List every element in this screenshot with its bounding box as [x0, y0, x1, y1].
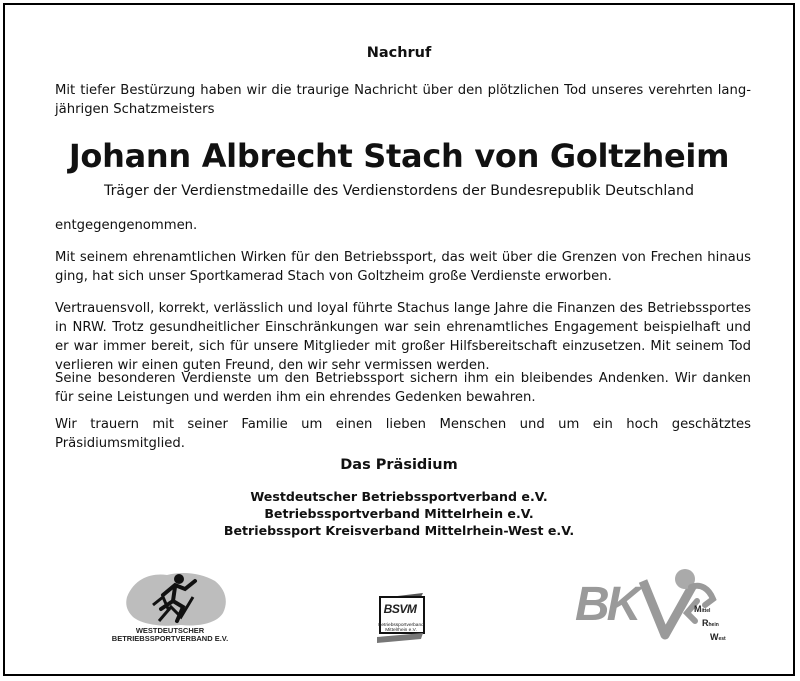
bkv-letter-r: R	[702, 618, 709, 628]
received-line: entgegengenommen.	[55, 218, 198, 233]
deceased-name: Johann Albrecht Stach von Goltzheim	[68, 137, 730, 175]
bkv-word-est: est	[718, 636, 726, 642]
honor-line: Träger der Verdienstmedaille des Verdienstordens der Bundesrepublik Deutschland	[104, 183, 694, 199]
signoff: Das Präsidium	[340, 457, 458, 473]
bsvm-emblem-icon	[377, 593, 427, 645]
bkv-letter-w: W	[710, 632, 719, 642]
paragraph-merits: Mit seinem ehrenamtlichen Wirken für den Betriebssport, das weit über die Grenzen von Frechen hinaus ging, hat sich unser Sportkamerad Stach von Goltzheim große Verdienste erworben.	[55, 250, 751, 284]
wbv-logo-line2: BETRIEBSSPORTVERBAND E.V.	[111, 634, 229, 644]
bkv-mark: BK	[575, 578, 639, 631]
notice-heading: Nachruf	[366, 45, 432, 61]
obituary-notice	[3, 3, 795, 676]
bkv-letter-m: M	[694, 604, 702, 614]
wbv-emblem-icon	[123, 567, 233, 629]
wbv-logo-line1: WESTDEUTSCHER	[135, 626, 205, 635]
organization-bsvm: Betriebssportverband Mittelrhein e.V.	[264, 506, 534, 521]
paragraph-mourning: Wir trauern mit seiner Familie um einen lieben Menschen und um ein hoch geschätztes Präsidiumsmitglied.	[55, 417, 751, 451]
intro-paragraph: Mit tiefer Bestürzung haben wir die traurige Nachricht über den plötzlichen Tod unseres verehrten lang-jährigen Schatzmeisters	[55, 83, 751, 117]
bkv-word-hein: hein	[708, 622, 719, 628]
bsvm-logo-line2: Mittelrhein e.V.	[385, 628, 417, 634]
bkv-word-ittel: ittel	[701, 608, 711, 614]
bsvm-logo-line1: Betriebssportverband	[378, 623, 424, 628]
organization-wbv: Westdeutscher Betriebssportverband e.V.	[250, 489, 548, 504]
paragraph-remembrance: Seine besonderen Verdienste um den Betriebssport sichern ihm ein bleibendes Andenken. Wir danken für seine Leistungen und werden ihm ein ehrendes Gedenken bewahren.	[55, 371, 751, 405]
bsvm-mark: BSVM	[383, 602, 417, 616]
organization-kreisverband: Betriebssport Kreisverband Mittelrhein-West e.V.	[223, 523, 575, 538]
paragraph-finances: Vertrauensvoll, korrekt, verlässlich und loyal führte Stachus lange Jahre die Finanzen des Betriebssportes in NRW. Trotz gesundheitlicher Einschränkungen war sein ehrenamtliches Engagement beispielhaft und er war immer bereit, sich für unsere Mitglieder mit großer Hilfsbereitschaft einzusetzen. Mit seinem Tod verlieren wir einen guten Freund, den wir sehr vermissen werden.	[55, 301, 751, 373]
